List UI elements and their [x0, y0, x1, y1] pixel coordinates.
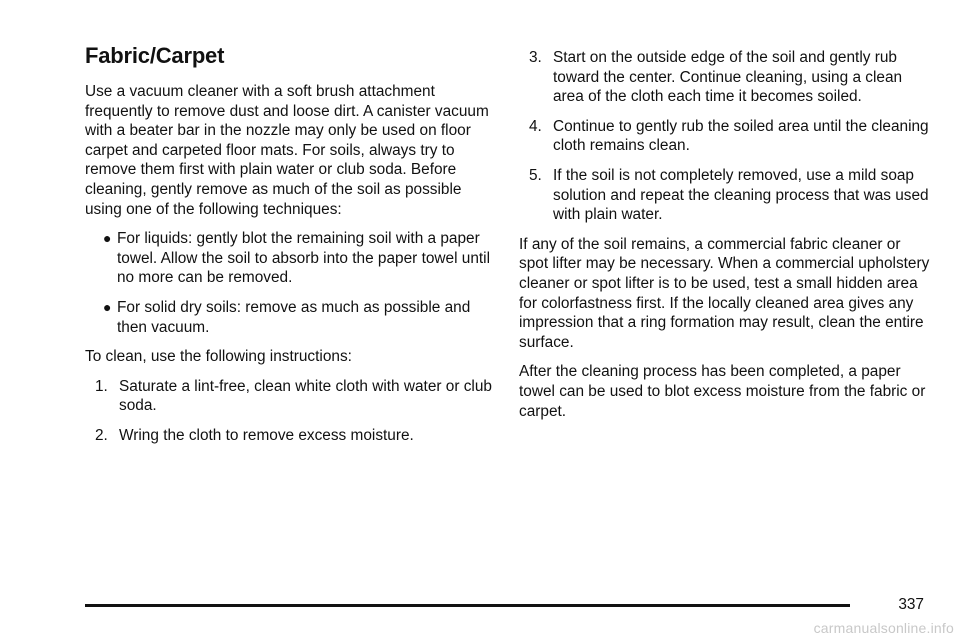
step-item [519, 166, 931, 225]
technique-list [85, 229, 493, 337]
footer-rule [85, 604, 850, 607]
page-number: 337 [898, 596, 924, 613]
step-number: 3. [529, 49, 542, 66]
step-number: 1. [95, 377, 108, 395]
instructions-intro: To clean, use the following instructions: [85, 348, 352, 366]
step-item [519, 48, 931, 107]
left-column [85, 42, 493, 456]
bullet-icon: ● [103, 298, 112, 315]
bullet-icon: ● [103, 230, 112, 247]
step-number: 5. [529, 166, 542, 184]
step-item [85, 377, 493, 416]
list-item [85, 229, 493, 288]
step-item [85, 426, 493, 446]
step-text: Wring the cloth to remove excess moisture. [119, 426, 414, 444]
step-text: Continue to gently rub the soiled area until the cleaning cloth remains clean. [553, 117, 929, 155]
step-item [519, 117, 931, 156]
commercial-cleaner-paragraph: If any of the soil remains, a commercial fabric cleaner or spot lifter may be necessary. When a commercial upholstery cleaner or spot lifter is to be used, test a small hidden area for colorfastness first. If the locally cleaned area gives any impression that a ring formation may result, clean the entire surface. [519, 235, 930, 351]
bullet-text: For liquids: gently blot the remaining soil with a paper towel. Allow the soil to absorb into the paper towel until no more can be removed. [117, 230, 491, 287]
watermark: carmanualsonline.info [813, 620, 954, 636]
steps-list-right [519, 48, 931, 225]
step-number: 2. [95, 426, 108, 444]
step-text: Start on the outside edge of the soil and gently rub toward the center. Continue cleaning, using a clean area of the cloth each time it becomes soiled. [553, 49, 903, 106]
list-item [85, 298, 493, 337]
steps-list-left [85, 377, 493, 446]
section-heading: Fabric/Carpet [85, 43, 225, 68]
step-number: 4. [529, 117, 542, 135]
step-text: Saturate a lint-free, clean white cloth with water or club soda. [119, 377, 492, 415]
final-paragraph: After the cleaning process has been completed, a paper towel can be used to blot excess moisture from the fabric or carpet. [519, 363, 926, 420]
bullet-text: For solid dry soils: remove as much as possible and then vacuum. [117, 298, 471, 336]
step-text: If the soil is not completely removed, use a mild soap solution and repeat the cleaning process that was used with plain water. [553, 166, 929, 224]
right-column [519, 48, 931, 431]
intro-paragraph: Use a vacuum cleaner with a soft brush attachment frequently to remove dust and loose dirt. A canister vacuum with a beater bar in the nozzle may only be used on floor carpet and carpeted floor mats. For soils, always try to remove them first with plain water or club soda. Before cleaning, gently remove as much of the soil as possible using one of the following techniques: [85, 83, 489, 218]
